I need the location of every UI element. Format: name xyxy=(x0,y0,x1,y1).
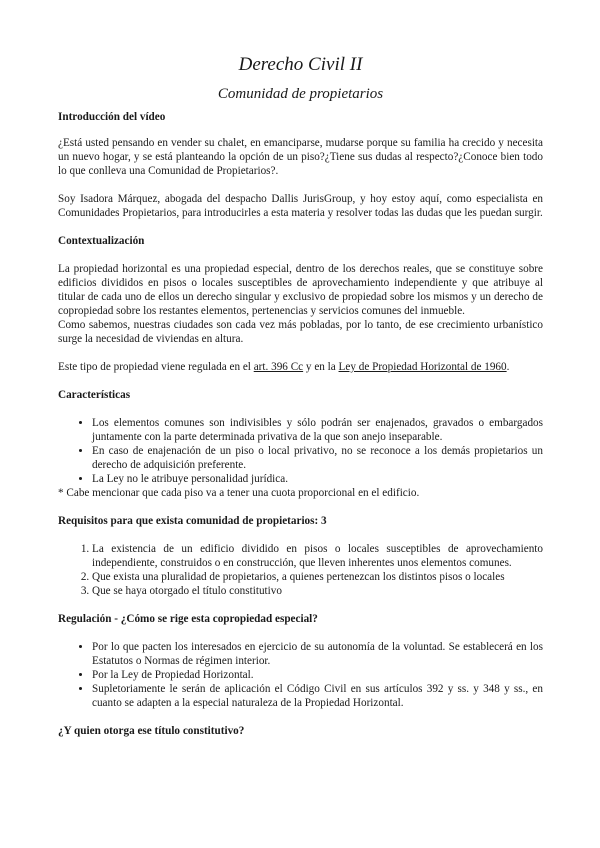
document-subtitle: Comunidad de propietarios xyxy=(217,86,384,102)
context-paragraph-3 xyxy=(58,360,543,374)
list-item: 2. Que exista una pluralidad de propietarios, a quienes pertenezcan los distintos pisos o locales xyxy=(92,570,543,584)
features-heading: Características xyxy=(58,389,131,401)
regulation-list xyxy=(58,640,543,710)
context-p3-text-mid: y en la xyxy=(303,361,339,373)
regulation-heading: Regulación - ¿Cómo se rige esta copropiedad especial? xyxy=(58,613,318,625)
list-item: • La Ley no le atribuye personalidad jurídica. xyxy=(92,472,543,486)
context-p3-text-end: . xyxy=(506,361,510,373)
list-item: • Los elementos comunes son indivisibles y sólo podrán ser enajenados, gravados o embargados juntamente con la parte determinada privativa de la que son anejo inseparable. xyxy=(92,416,543,444)
context-heading: Contextualización xyxy=(58,235,145,247)
list-item: • Supletoriamente le serán de aplicación el Código Civil en sus artículos 392 y ss. y 348 y ss., en cuanto se adapten a la especial naturaleza de la Propiedad Horizontal. xyxy=(92,682,543,710)
who-heading: ¿Y quien otorga ese título constitutivo? xyxy=(58,725,245,737)
requirements-list xyxy=(58,542,543,598)
requirements-heading: Requisitos para que exista comunidad de propietarios: 3 xyxy=(58,515,327,527)
list-item: 3. Que se haya otorgado el título constitutivo xyxy=(92,584,543,598)
context-p3-text-before: Este tipo de propiedad viene regulada en el xyxy=(58,361,254,373)
list-item: • Por la Ley de Propiedad Horizontal. xyxy=(92,668,543,682)
art-396-link[interactable]: art. 396 Cc xyxy=(253,361,304,373)
intro-paragraph-2: Soy Isadora Márquez, abogada del despacho Dallis JurisGroup, y hoy estoy aquí, como especialista en Comunidades Propietarios, para introducirles a esta materia y resolver todas las dudas que les puedan surgir. xyxy=(58,193,543,219)
features-list xyxy=(58,416,543,486)
list-item: 1. La existencia de un edificio dividido en pisos o locales susceptibles de aprovechamiento independiente, construidos o en construcción, que lleven inherentes unos elementos comunes. xyxy=(92,542,543,570)
lph-1960-link[interactable]: Ley de Propiedad Horizontal de 1960 xyxy=(338,361,507,373)
document-title: Derecho Civil II xyxy=(238,54,363,75)
list-item: • Por lo que pacten los interesados en ejercicio de su autonomía de la voluntad. Se establecerá en los Estatutos o Normas de régimen interior. xyxy=(92,640,543,668)
context-paragraph-1: La propiedad horizontal es una propiedad especial, dentro de los derechos reales, que se constituye sobre edificios divididos en pisos o locales susceptibles de aprovechamiento independiente y que atribuye al titular de cada uno de ellos un derecho singular y exclusivo de propiedad sobre los mismos y un derecho de copropiedad sobre los restantes elementos, pertenencias y servicios comunes del inmueble. xyxy=(58,263,543,317)
intro-heading: Introducción del vídeo xyxy=(58,111,166,123)
features-note: * Cabe mencionar que cada piso va a tener una cuota proporcional en el edificio. xyxy=(58,487,420,499)
list-item: • En caso de enajenación de un piso o local privativo, no se reconoce a los demás propietarios un derecho de adquisición preferente. xyxy=(92,444,543,472)
context-paragraph-2: Como sabemos, nuestras ciudades son cada vez más pobladas, por lo tanto, de ese crecimiento urbanístico surge la necesidad de viviendas en altura. xyxy=(58,319,543,345)
document-page xyxy=(58,54,543,738)
intro-paragraph-1: ¿Está usted pensando en vender su chalet, en emanciparse, mudarse porque su familia ha crecido y necesita un nuevo hogar, y se está planteando la opción de un piso?¿Tiene sus dudas al respecto?¿Conoce bien todo lo que conlleva una Comunidad de Propietarios?. xyxy=(58,137,543,177)
